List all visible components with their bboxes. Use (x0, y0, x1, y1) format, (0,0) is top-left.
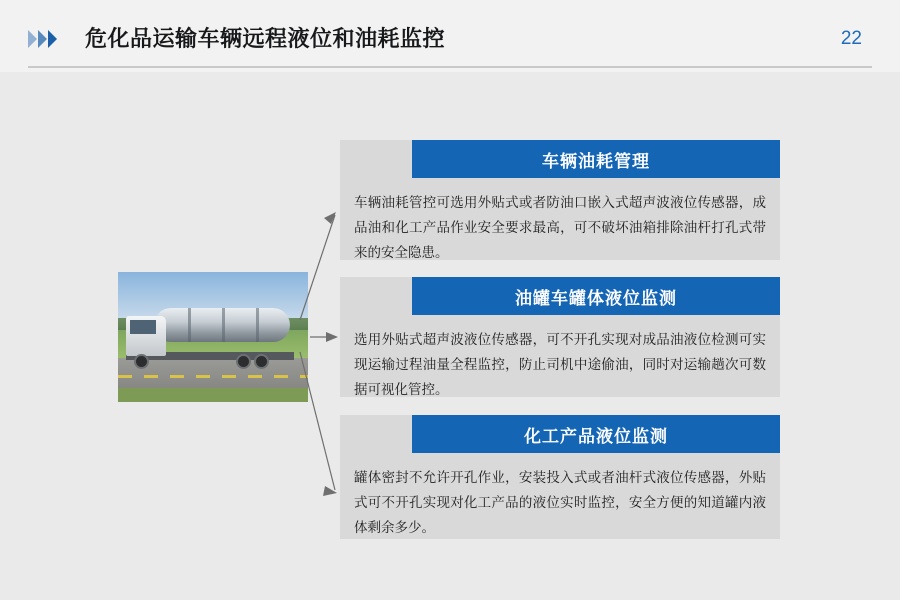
info-card (340, 140, 780, 260)
header-divider (28, 66, 872, 68)
slide-header (0, 0, 900, 72)
page-title: 危化品运输车辆远程液位和油耗监控 (85, 26, 446, 51)
card-body: 罐体密封不允许开孔作业，安装投入式或者油杆式液位传感器，外贴式可不开孔实现对化工产品的液位实时监控，安全方便的知道罐内液体剩余多少。 (354, 470, 766, 535)
info-card (340, 277, 780, 397)
card-title: 车辆油耗管理 (412, 140, 780, 178)
chevron-right-icon (28, 30, 57, 48)
card-title: 化工产品液位监测 (412, 415, 780, 453)
info-card (340, 415, 780, 539)
card-title: 油罐车罐体液位监测 (412, 277, 780, 315)
card-body: 选用外贴式超声波液位传感器，可不开孔实现对成品油液位检测可实现运输过程油量全程监控，防止司机中途偷油，同时对运输趟次可数据可视化管控。 (354, 332, 766, 397)
page-number: 22 (840, 28, 862, 49)
card-body: 车辆油耗管控可选用外贴式或者防油口嵌入式超声波液位传感器，成品油和化工产品作业安全要求最高，可不破坏油箱排除油杆打孔式带来的安全隐患。 (354, 195, 766, 260)
tanker-truck-photo (118, 272, 308, 402)
